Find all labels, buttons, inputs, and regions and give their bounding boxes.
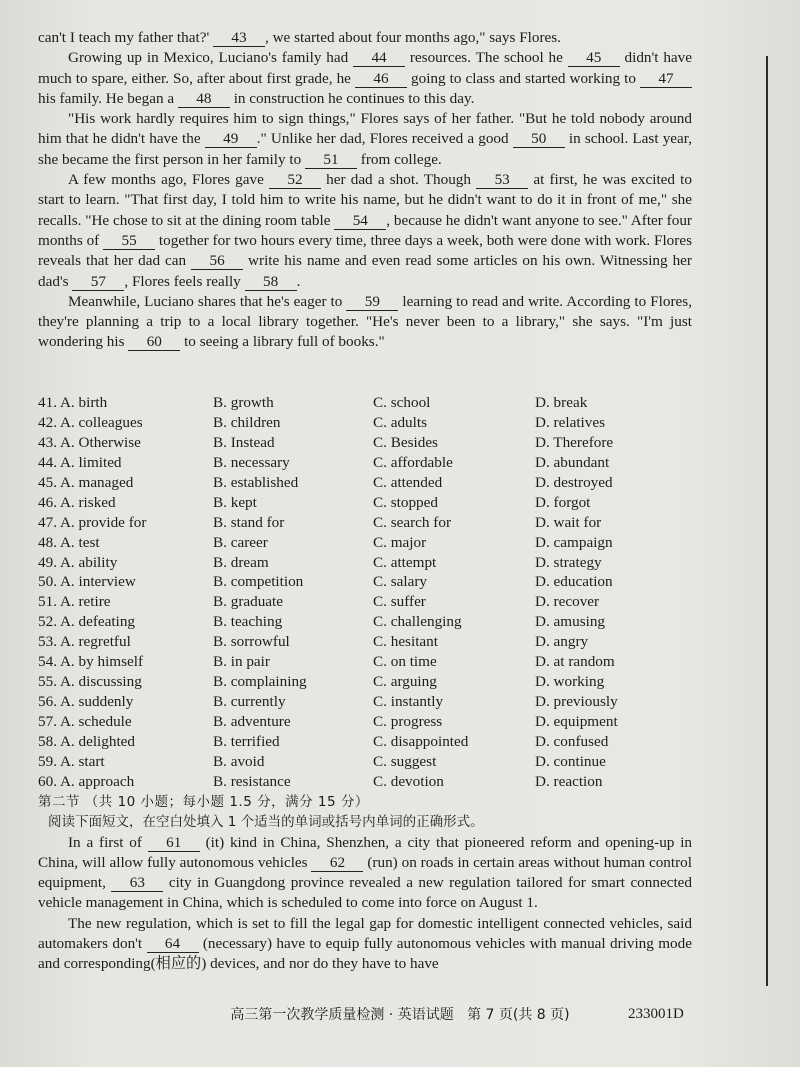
paragraph-text: to seeing a library full of books." <box>180 333 385 351</box>
option-d: D. previously <box>535 693 618 711</box>
option-row <box>38 553 718 573</box>
answer-blank[interactable]: 54 <box>334 213 386 230</box>
answer-blank[interactable]: 57 <box>72 274 124 291</box>
option-row <box>38 433 718 453</box>
option-b: B. children <box>213 413 281 431</box>
option-d: D. destroyed <box>535 473 613 491</box>
option-row <box>38 513 718 533</box>
option-b: B. teaching <box>213 613 283 631</box>
answer-blank[interactable]: 44 <box>353 50 405 67</box>
paragraph-text: (necessary) have to equip fully autonomous vehicles with manual driving mode and corresponding(相应的) devices, and nor do they have to have <box>38 935 692 973</box>
margin-rule <box>766 56 768 986</box>
option-b: B. graduate <box>213 593 284 611</box>
section-title: 第二节 （共 10 小题；每小题 1.5 分，满分 15 分） <box>38 794 369 810</box>
answer-blank[interactable]: 62 <box>311 855 363 872</box>
answer-blank[interactable]: 58 <box>245 274 297 291</box>
option-d: D. Therefore <box>535 433 614 451</box>
paragraph-text: her dad a shot. Though <box>321 171 477 189</box>
paragraph-text: together for two hours every time, three days a week, both were done with work. Flores reveals that her dad can <box>38 231 692 270</box>
paragraph <box>38 914 692 975</box>
option-c: C. attempt <box>373 553 437 571</box>
footer-page: 第 7 页(共 8 页) <box>467 1007 570 1023</box>
option-d: D. equipment <box>535 713 618 730</box>
option-c: C. instantly <box>373 693 444 711</box>
option-b: B. resistance <box>213 772 291 790</box>
option-c: C. devotion <box>373 772 444 790</box>
paragraph <box>38 109 692 170</box>
option-b: B. adventure <box>213 713 291 730</box>
section-instruction: 阅读下面短文，在空白处填入 1 个适当的单词或括号内单词的正确形式。 <box>48 814 484 831</box>
paragraph-text: , Flores feels really <box>124 272 245 290</box>
answer-blank[interactable]: 61 <box>148 835 200 852</box>
option-b: B. career <box>213 533 268 551</box>
option-d: D. continue <box>535 752 606 770</box>
option-a: 47. A. provide for <box>38 513 147 531</box>
option-d: D. education <box>535 573 613 591</box>
option-a: 60. A. approach <box>38 772 135 790</box>
option-c: C. challenging <box>373 613 462 631</box>
option-row <box>38 692 718 712</box>
answer-blank[interactable]: 49 <box>205 131 257 148</box>
paragraph-text: city in Guangdong province revealed a new regulation tailored for smart connected vehicle management in China, which is scheduled to come into force on August 1. <box>38 874 692 912</box>
option-b: B. kept <box>213 493 257 511</box>
option-b: B. avoid <box>213 752 265 770</box>
option-a: 48. A. test <box>38 533 100 551</box>
section-two-passage <box>38 833 692 975</box>
option-c: C. affordable <box>373 453 453 471</box>
option-a: 56. A. suddenly <box>38 693 134 711</box>
paragraph <box>38 292 692 353</box>
option-b: B. sorrowful <box>213 633 290 651</box>
footer-code: 233001D <box>628 1006 684 1022</box>
paragraph <box>38 48 692 109</box>
options-list <box>38 393 718 792</box>
option-c: C. major <box>373 533 427 551</box>
answer-blank[interactable]: 55 <box>103 233 155 250</box>
paragraph-text: can't I teach my father that?' <box>38 29 213 46</box>
paragraph-text: ." Unlike her dad, Flores received a good <box>256 130 513 148</box>
paragraph-text: his family. He began a <box>38 89 178 107</box>
option-row <box>38 453 718 473</box>
option-c: C. disappointed <box>373 732 469 750</box>
answer-blank[interactable]: 56 <box>191 253 243 270</box>
option-d: D. relatives <box>535 413 606 431</box>
paragraph-text: at first, he was excited to start to learn. "That first day, I told him to write his name, but he didn't want to do it in front of me," she recalls. "He chose to sit at the dining room table <box>38 171 693 229</box>
paragraph-text: , we started about four months ago," says Flores. <box>264 29 561 46</box>
option-a: 46. A. risked <box>38 493 116 511</box>
paragraph-text: (run) on roads in certain areas without human control equipment, <box>38 853 692 892</box>
option-a: 42. A. colleagues <box>38 413 143 431</box>
option-d: D. confused <box>535 732 609 750</box>
option-a: 49. A. ability <box>38 553 118 571</box>
cloze-passage <box>38 28 692 353</box>
option-row <box>38 572 718 592</box>
option-b: B. dream <box>213 553 269 571</box>
paragraph-text: "His work hardly requires him to sign things," Flores says of her father. "But he told nobody around him that he didn't have the <box>38 110 692 148</box>
option-c: C. stopped <box>373 493 438 511</box>
option-d: D. working <box>535 673 605 691</box>
option-c: C. suggest <box>373 752 437 770</box>
answer-blank[interactable]: 59 <box>346 294 398 311</box>
paragraph-text: going to class and started working to <box>406 69 640 87</box>
answer-blank[interactable]: 48 <box>178 91 230 108</box>
option-c: C. arguing <box>373 673 437 691</box>
option-d: D. recover <box>535 593 600 611</box>
option-d: D. campaign <box>535 533 613 551</box>
option-row <box>38 493 718 513</box>
option-row <box>38 772 718 792</box>
option-b: B. necessary <box>213 453 290 471</box>
option-row <box>38 672 718 692</box>
answer-blank[interactable]: 60 <box>128 334 180 351</box>
option-b: B. currently <box>213 693 286 711</box>
option-b: B. stand for <box>213 513 285 531</box>
option-d: D. at random <box>535 653 615 671</box>
option-row <box>38 632 718 652</box>
option-d: D. wait for <box>535 513 602 531</box>
paragraph-text: in construction he continues to this day. <box>229 89 475 107</box>
option-row <box>38 712 718 732</box>
paragraph <box>38 28 692 48</box>
answer-blank[interactable]: 43 <box>213 30 265 47</box>
option-row <box>38 393 718 413</box>
option-row <box>38 473 718 493</box>
option-c: C. salary <box>373 573 427 591</box>
answer-blank[interactable]: 51 <box>305 152 357 169</box>
option-a: 52. A. defeating <box>38 613 136 631</box>
option-d: D. forgot <box>535 493 591 511</box>
paragraph-text: Meanwhile, Luciano shares that he's eager to <box>68 292 347 310</box>
option-a: 51. A. retire <box>38 593 111 611</box>
option-b: B. complaining <box>213 673 307 691</box>
paragraph <box>38 170 692 292</box>
option-a: 54. A. by himself <box>38 653 144 671</box>
option-d: D. angry <box>535 633 589 651</box>
option-row <box>38 592 718 612</box>
option-row <box>38 752 718 772</box>
option-d: D. strategy <box>535 553 602 571</box>
answer-blank[interactable]: 63 <box>111 875 163 892</box>
paragraph-text: didn't have much to spare, either. So, after about first grade, he <box>38 49 692 87</box>
paragraph-text: Growing up in Mexico, Luciano's family had <box>68 49 354 67</box>
answer-blank[interactable]: 64 <box>147 936 199 953</box>
answer-blank[interactable]: 45 <box>568 50 620 67</box>
paragraph-text: The new regulation, which is set to fill the legal gap for domestic intelligent connected vehicles, said automakers don't <box>38 914 692 953</box>
option-b: B. competition <box>213 573 304 591</box>
option-row <box>38 612 718 632</box>
option-d: D. reaction <box>535 772 603 790</box>
paragraph <box>38 833 692 914</box>
option-a: 57. A. schedule <box>38 713 132 730</box>
option-d: D. abundant <box>535 453 610 471</box>
option-c: C. school <box>373 394 431 411</box>
paragraph-text: In a first of <box>68 833 148 851</box>
option-d: D. break <box>535 394 588 411</box>
option-c: C. hesitant <box>373 633 438 651</box>
option-a: 44. A. limited <box>38 453 122 471</box>
paragraph-text: A few months ago, Flores gave <box>68 171 269 189</box>
option-a: 43. A. Otherwise <box>38 433 141 451</box>
option-c: C. Besides <box>373 433 438 451</box>
paragraph-text: (it) kind in China, Shenzhen, a city that pioneered reform and opening-up in China, will allow fully autonomous vehicles <box>38 833 693 871</box>
option-a: 41. A. birth <box>38 394 108 411</box>
option-a: 59. A. start <box>38 752 105 770</box>
answer-blank[interactable]: 46 <box>355 71 407 88</box>
option-a: 53. A. regretful <box>38 633 131 651</box>
option-a: 50. A. interview <box>38 573 136 591</box>
option-row <box>38 533 718 553</box>
paragraph-text: learning to read and write. According to Flores, they're planning a trip to a local library together. "He's never been to a library," she says. "I'm just wondering his <box>38 292 692 351</box>
option-row <box>38 732 718 752</box>
option-row <box>38 413 718 433</box>
option-c: C. adults <box>373 413 428 431</box>
option-a: 58. A. delighted <box>38 732 136 750</box>
answer-blank[interactable]: 47 <box>640 71 692 88</box>
option-row <box>38 652 718 672</box>
footer-title: 高三第一次教学质量检测 · 英语试题 <box>230 1007 454 1023</box>
answer-blank[interactable]: 50 <box>513 131 565 148</box>
option-c: C. progress <box>373 713 443 730</box>
paragraph-text: . <box>296 272 301 290</box>
option-c: C. search for <box>373 513 452 531</box>
answer-blank[interactable]: 53 <box>476 172 528 189</box>
section-two <box>38 792 692 975</box>
option-c: C. attended <box>373 473 443 491</box>
paragraph-text: in school. Last year, she became the first person in her family to <box>38 130 693 168</box>
option-b: B. growth <box>213 394 274 411</box>
paragraph-text: from college. <box>356 150 442 168</box>
option-b: B. in pair <box>213 653 270 671</box>
option-b: B. established <box>213 473 299 491</box>
paragraph-text: resources. The school he <box>405 49 568 67</box>
answer-blank[interactable]: 52 <box>269 172 321 189</box>
paragraph-text: , because he didn't want anyone to see." After four months of <box>38 211 692 249</box>
option-a: 55. A. discussing <box>38 673 142 691</box>
option-b: B. terrified <box>213 732 280 750</box>
paragraph-text: write his name and even read some articles on his own. Witnessing her dad's <box>38 252 692 290</box>
option-b: B. Instead <box>213 433 275 451</box>
option-a: 45. A. managed <box>38 473 134 491</box>
option-c: C. suffer <box>373 593 426 611</box>
option-d: D. amusing <box>535 613 606 631</box>
option-c: C. on time <box>373 653 437 671</box>
